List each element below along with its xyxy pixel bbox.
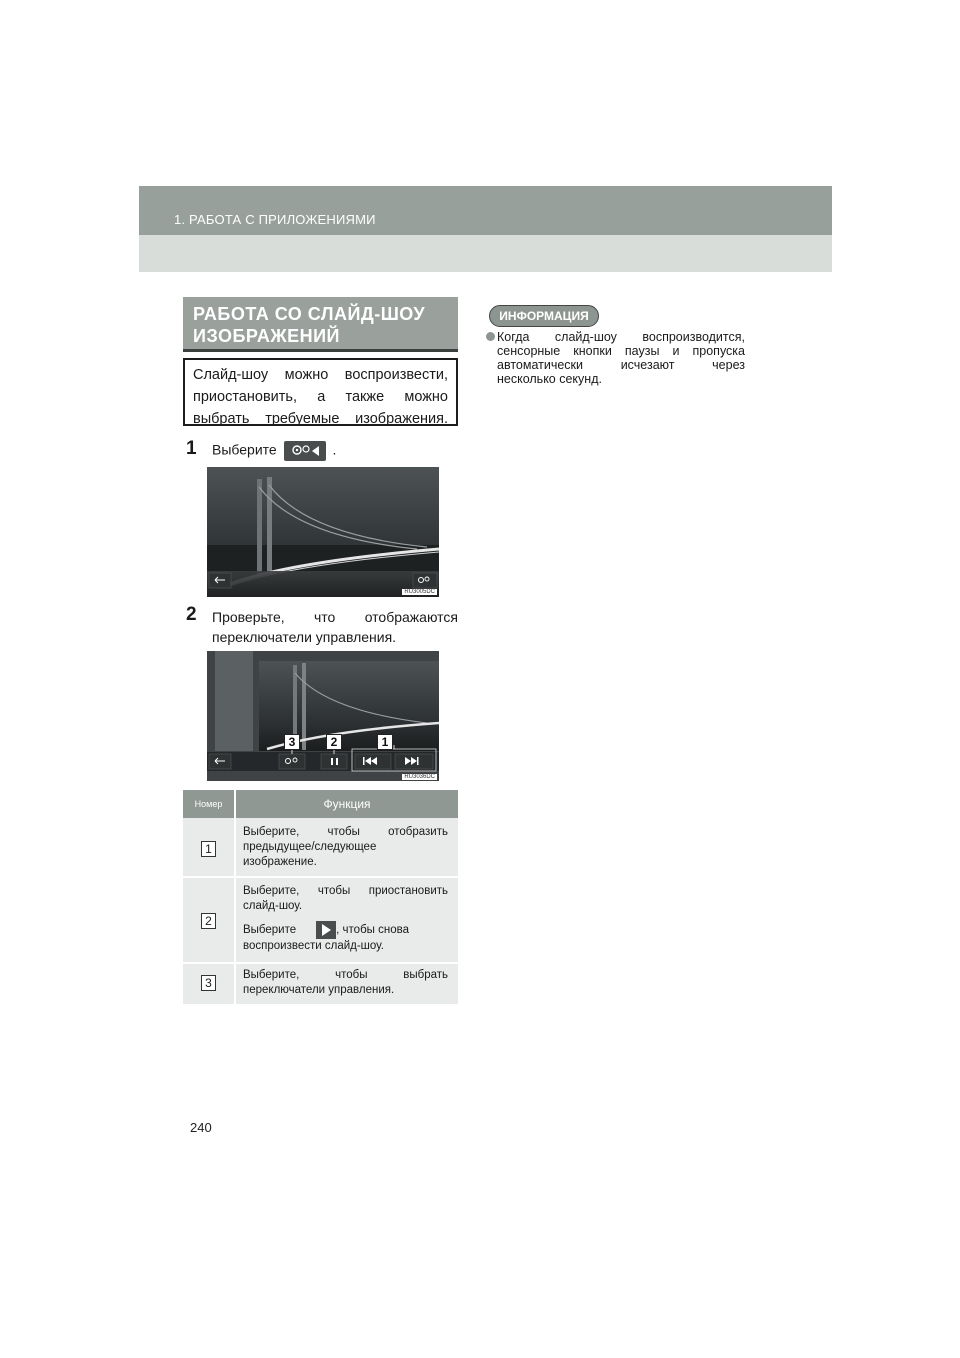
figure-code: RU3005DC [404, 589, 435, 595]
row-number: 2 [201, 913, 216, 929]
step-line: Проверьте, что отображаются [212, 609, 458, 625]
cell-text-after: , чтобы снова [336, 923, 409, 936]
info-line: сенсорные кнопки паузы и пропуска [497, 344, 745, 358]
step-line: переключатели управления. [212, 629, 397, 645]
step-text-after: . [332, 441, 337, 458]
intro-line: приостановить, а также можно [193, 389, 448, 405]
row-function-text [243, 825, 448, 870]
section-title: РАБОТА СО СЛАЙД-ШОУ ИЗОБРАЖЕНИЙ [193, 304, 426, 346]
screenshot-slideshow [207, 467, 439, 597]
step-number: 1 [186, 438, 197, 459]
slideshow-control-icon [284, 441, 326, 461]
chapter-subheader-band [139, 235, 832, 272]
table-header-num: Номер [194, 799, 223, 809]
figure-code: RU3036DC [404, 774, 435, 780]
column-divider [234, 818, 236, 1004]
callout-2: 2 [326, 734, 342, 750]
row-function-text [243, 884, 448, 954]
step-text [212, 441, 336, 461]
cell-line: слайд-шоу. [243, 900, 303, 912]
row-number: 3 [201, 975, 216, 991]
play-icon [316, 921, 336, 939]
table-header-func: Функция [323, 797, 371, 811]
info-line: автоматически исчезают через [497, 358, 745, 372]
cell-line-with-icon [243, 921, 448, 939]
chapter-header-band [139, 186, 832, 235]
callout-3: 3 [284, 734, 300, 750]
cell-text [336, 923, 448, 938]
step-number: 2 [186, 604, 197, 625]
info-line: несколько секунд. [497, 372, 602, 386]
screenshot-slideshow-controls [207, 651, 439, 781]
cell-line: переключатели управления. [243, 984, 395, 996]
info-badge: ИНФОРМАЦИЯ [489, 305, 599, 327]
step-text [212, 607, 458, 647]
info-line: Когда слайд-шоу воспроизводится, [497, 330, 745, 344]
cell-line: изображение. [243, 856, 317, 868]
row-number: 1 [201, 841, 216, 857]
cell-line: Выберите, чтобы приостановить [243, 885, 448, 897]
cell-text: Выберите [243, 923, 297, 936]
section-title-box [183, 297, 458, 352]
info-text [497, 330, 745, 386]
chapter-title: 1. РАБОТА С ПРИЛОЖЕНИЯМИ [174, 212, 376, 227]
page-number: 240 [190, 1120, 212, 1135]
intro-line: Слайд-шоу можно воспроизвести, [193, 367, 448, 383]
step-text-before: Выберите [212, 441, 277, 458]
intro-box [183, 358, 458, 426]
bullet-icon [486, 332, 495, 341]
cell-line: предыдущее/следующее [243, 841, 377, 853]
cell-line: Выберите, чтобы отобразить [243, 826, 448, 838]
row-function-text [243, 968, 448, 998]
intro-line: выбрать требуемые изображения. [193, 411, 448, 427]
callout-1: 1 [377, 734, 393, 750]
cell-line: воспроизвести слайд-шоу. [243, 940, 384, 952]
table-header [183, 790, 458, 818]
cell-line: Выберите, чтобы выбрать [243, 969, 448, 981]
